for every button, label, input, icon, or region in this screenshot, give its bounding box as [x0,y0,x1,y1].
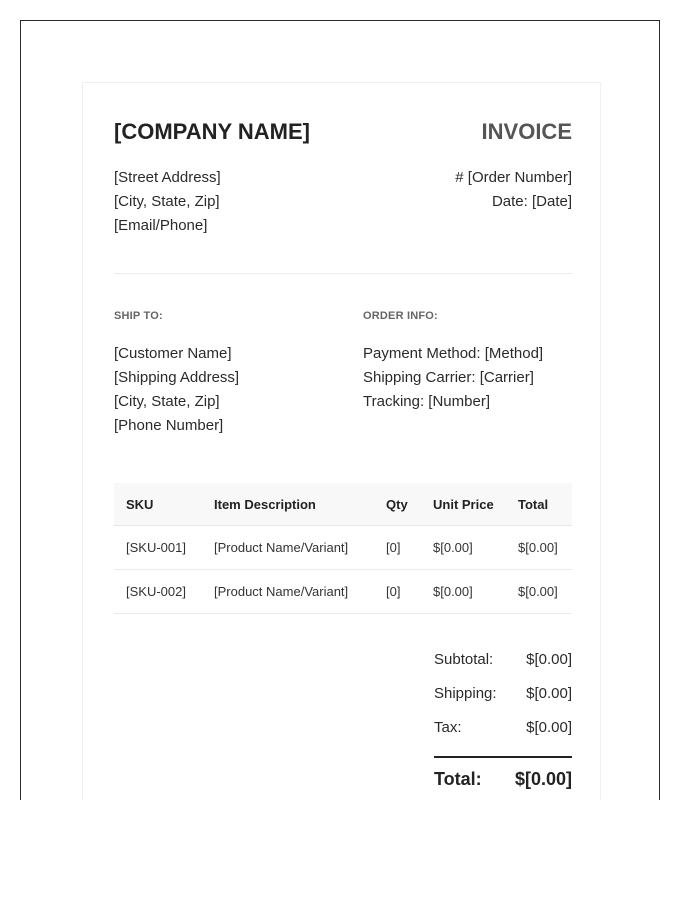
grand-total-value: $[0.00] [514,769,572,789]
totals-rule [434,756,572,758]
order-number: # [Order Number] [455,169,572,186]
header-unit-price: Unit Price [421,483,506,526]
header-divider [114,273,572,274]
ship-to-block [114,342,239,438]
invoice-date: Date: [Date] [491,193,572,210]
order-info-block [363,342,543,414]
customer-name: [Customer Name] [114,345,232,362]
cell-qty: [0] [374,570,421,614]
payment-method: Payment Method: [Method] [363,345,544,362]
cell-sku: [SKU-001] [114,526,202,570]
company-name: [COMPANY NAME] [114,119,310,144]
table-header-row [114,483,572,526]
cell-qty: [0] [374,526,421,570]
company-address [114,166,221,238]
cell-sku: [SKU-002] [114,570,202,614]
invoice-meta [455,166,572,214]
tracking-number: Tracking: [Number] [363,393,490,410]
cell-unit-price: $[0.00] [421,526,506,570]
cell-description: [Product Name/Variant] [202,570,374,614]
cell-total: $[0.00] [506,526,572,570]
ship-to-label: SHIP TO: [114,310,163,322]
cell-total: $[0.00] [506,570,572,614]
email-phone: [Email/Phone] [114,217,208,234]
invoice-title: INVOICE [481,119,572,144]
header-sku: SKU [114,483,202,526]
totals-block [434,649,572,789]
shipping-value: $[0.00] [526,685,572,702]
shipping-label: Shipping: [434,685,497,702]
table-row [114,526,572,570]
subtotal-row [434,649,572,683]
header-total: Total [506,483,572,526]
cell-unit-price: $[0.00] [421,570,506,614]
table-row [114,570,572,614]
tax-value: $[0.00] [526,719,572,736]
grand-total-label: Total: [434,769,482,789]
tax-row [434,717,572,751]
header-qty: Qty [374,483,421,526]
shipping-row [434,683,572,717]
ship-city-state-zip: [City, State, Zip] [114,393,220,410]
order-info-label: ORDER INFO: [363,310,438,322]
invoice-card [82,82,601,800]
header-description: Item Description [202,483,374,526]
phone-number: [Phone Number] [114,417,224,434]
shipping-address: [Shipping Address] [114,369,240,386]
items-table [114,483,572,614]
cell-description: [Product Name/Variant] [202,526,374,570]
page-frame [20,20,660,800]
street-address: [Street Address] [114,169,221,186]
subtotal-value: $[0.00] [526,651,572,668]
subtotal-label: Subtotal: [434,651,494,668]
shipping-carrier: Shipping Carrier: [Carrier] [363,369,534,386]
city-state-zip: [City, State, Zip] [114,193,220,210]
tax-label: Tax: [434,719,462,736]
